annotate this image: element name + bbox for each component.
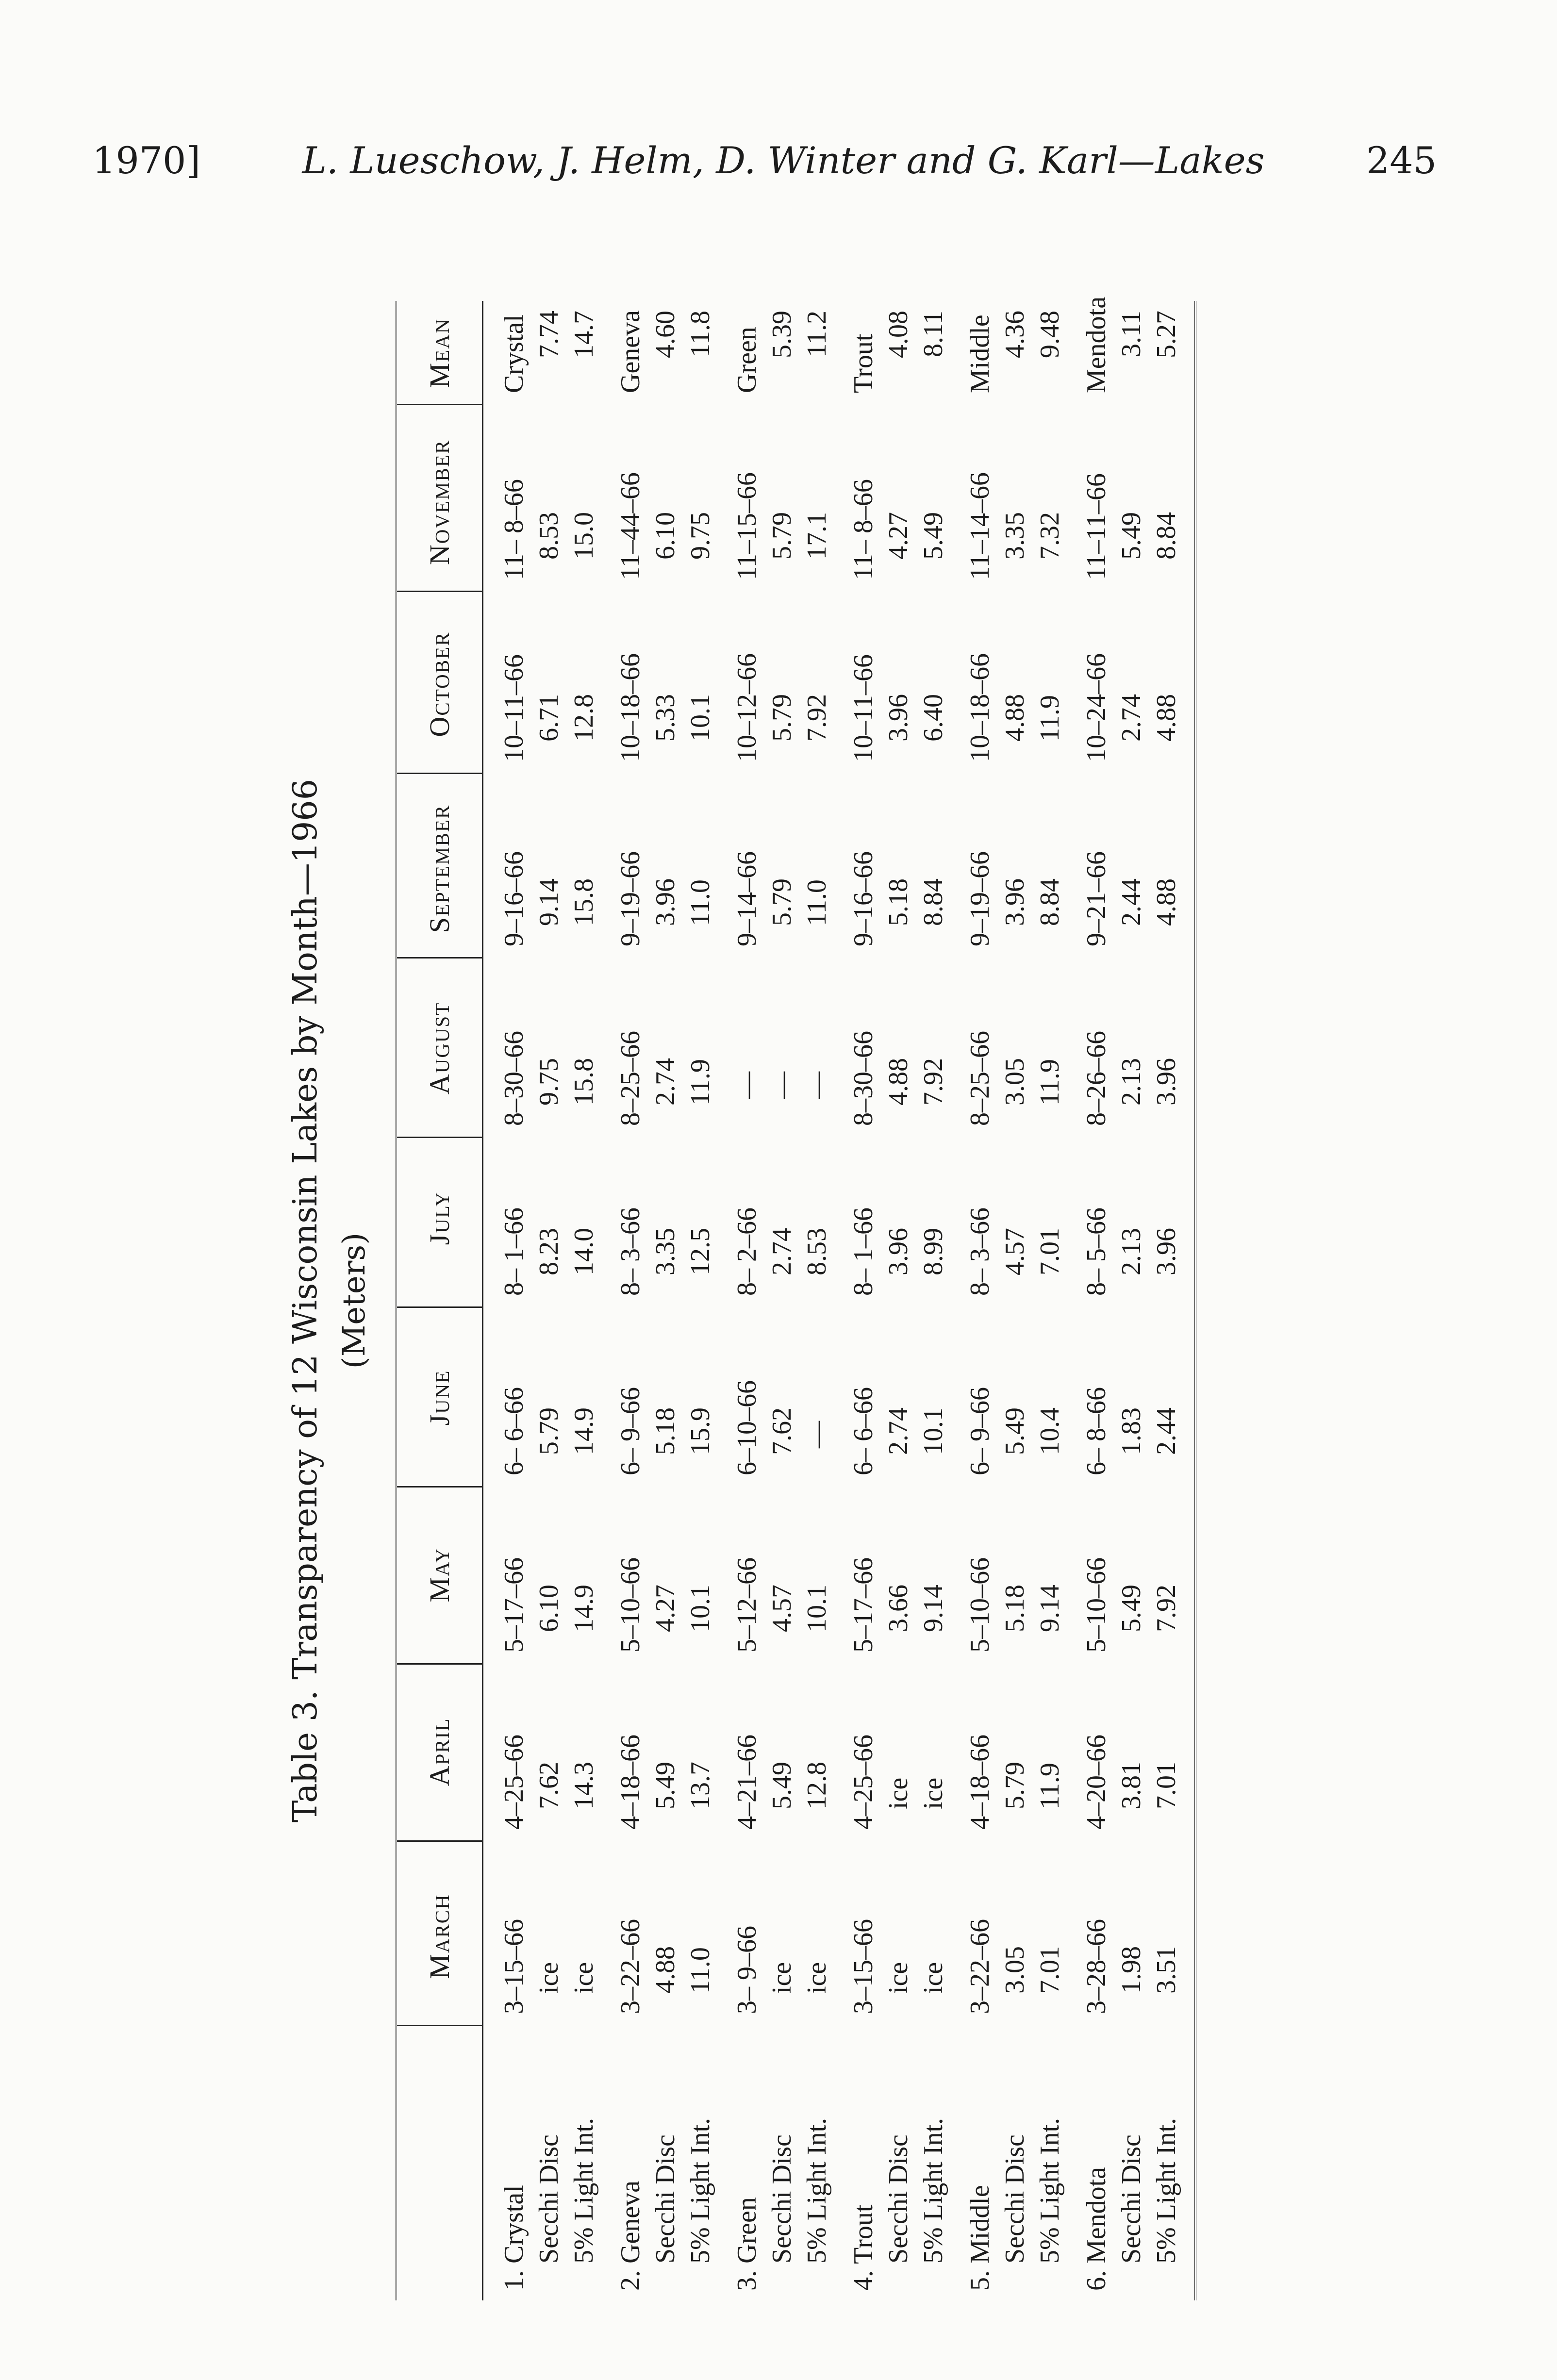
lake-group: [613, 301, 729, 2300]
column-header-july: July: [424, 1191, 455, 1245]
secchi-disc-label: Secchi Disc: [767, 2134, 797, 2291]
month-cell-november: [497, 479, 601, 580]
month-cell-august: [1079, 1031, 1184, 1126]
month-cell-may: [962, 1557, 1067, 1653]
secchi-value: 6.71: [534, 694, 564, 762]
caption-unit: (Meters): [336, 1232, 372, 1369]
month-cell-april: [846, 1735, 951, 1830]
light-int-value: 3.96: [1151, 1058, 1181, 1126]
light-int-value: 10.4: [1035, 1407, 1065, 1475]
mean-lake-name: Crystal: [499, 314, 529, 393]
month-cell-october: [613, 653, 718, 762]
lake-group: [846, 301, 962, 2300]
sample-date: 11–11–66: [1081, 473, 1111, 580]
secchi-value: 5.79: [534, 1407, 564, 1475]
month-cell-april: [497, 1735, 601, 1830]
lake-group: [1079, 296, 1195, 2300]
sample-date: 4–18–66: [965, 1735, 995, 1830]
mean-lake-name: Geneva: [615, 310, 646, 393]
sample-date: 3– 9–66: [732, 1926, 762, 2014]
light-int-value: 7.01: [1035, 1946, 1065, 2014]
secchi-value: 5.79: [767, 694, 797, 762]
light-int-value: 2.44: [1151, 1407, 1181, 1475]
light-intensity-label: 5% Light Int.: [1151, 2117, 1181, 2291]
lake-name: 3. Green: [732, 2197, 762, 2291]
secchi-value: 3.35: [1000, 512, 1030, 580]
light-int-value: 7.92: [802, 694, 832, 762]
light-int-value: 5.49: [918, 512, 948, 580]
sample-date: 5–10–66: [615, 1557, 646, 1653]
sample-date: 4–25–66: [499, 1735, 529, 1830]
mean-light-int: 5.27: [1151, 311, 1181, 358]
sample-date: 8– 5–66: [1081, 1207, 1111, 1296]
transparency-table: [396, 296, 1196, 2300]
secchi-value: 5.18: [1000, 1585, 1030, 1653]
month-cell-august: [613, 1031, 718, 1126]
lake-name: 6. Mendota: [1081, 2166, 1111, 2291]
sample-date: —: [732, 1072, 762, 1126]
sample-date: 5–12–66: [732, 1557, 762, 1653]
mean-cell: [497, 311, 601, 393]
sample-date: 9–16–66: [848, 851, 878, 946]
secchi-value: 7.62: [767, 1407, 797, 1475]
secchi-value: 4.88: [650, 1946, 680, 2014]
secchi-value: 4.27: [883, 512, 913, 580]
month-cell-october: [1079, 653, 1184, 762]
light-int-value: 11.9: [685, 1059, 715, 1126]
month-cell-june: [1079, 1387, 1184, 1475]
sample-date: 3–15–66: [499, 1919, 529, 2014]
sample-date: 6– 9–66: [965, 1387, 995, 1475]
mean-light-int: 8.11: [918, 311, 948, 357]
column-header-april: April: [424, 1718, 455, 1786]
secchi-value: 2.74: [883, 1407, 913, 1475]
secchi-value: ice: [767, 1962, 797, 2014]
month-cell-november: [1079, 473, 1184, 580]
header-authors-title: L. Lueschow, J. Helm, D. Winter and G. Karl—Lakes: [302, 138, 1265, 182]
sample-date: 9–21–66: [1081, 851, 1111, 946]
light-int-value: 11.9: [1035, 1763, 1065, 1830]
sample-date: 8–30–66: [848, 1031, 878, 1126]
running-header: [92, 131, 1437, 189]
light-int-value: 10.1: [918, 1407, 948, 1475]
sample-date: 8–25–66: [615, 1031, 646, 1126]
secchi-value: 4.88: [883, 1058, 913, 1126]
secchi-value: 3.35: [650, 1228, 680, 1296]
secchi-value: 6.10: [650, 512, 680, 580]
mean-light-int: 14.7: [569, 311, 599, 358]
light-int-value: 10.1: [685, 1585, 715, 1653]
lake-name: 1. Crystal: [499, 2185, 529, 2291]
month-cell-november: [729, 472, 834, 580]
secchi-value: 5.33: [650, 694, 680, 762]
sample-date: 3–15–66: [848, 1919, 878, 2014]
light-int-value: 14.9: [569, 1407, 599, 1475]
light-int-value: 10.1: [802, 1585, 832, 1653]
sample-date: 10–18–66: [965, 653, 995, 762]
secchi-value: ice: [883, 1962, 913, 2014]
mean-cell: [962, 311, 1067, 393]
secchi-disc-label: Secchi Disc: [534, 2134, 564, 2291]
mean-light-int: 9.48: [1035, 311, 1065, 358]
light-intensity-label: 5% Light Int.: [1035, 2117, 1065, 2291]
month-cell-july: [729, 1207, 834, 1296]
sample-date: 6– 9–66: [615, 1387, 646, 1475]
secchi-value: —: [767, 1072, 797, 1126]
sample-date: 10–11–66: [499, 654, 529, 762]
month-cell-may: [1079, 1557, 1184, 1653]
secchi-value: 5.79: [767, 512, 797, 580]
table-caption: [282, 301, 379, 2300]
lake-group: [729, 301, 846, 2300]
month-cell-march: [846, 1919, 951, 2014]
month-cell-july: [1079, 1207, 1184, 1296]
light-int-value: 4.88: [1151, 878, 1181, 946]
column-header-september: September: [424, 804, 455, 933]
lake-row-labels: [1079, 2118, 1184, 2291]
sample-date: 8– 2–66: [732, 1207, 762, 1296]
secchi-value: 5.49: [1116, 512, 1146, 580]
mean-lake-name: Trout: [848, 333, 878, 393]
light-int-value: 12.8: [802, 1762, 832, 1830]
secchi-value: 3.96: [1000, 878, 1030, 946]
light-int-value: 17.1: [802, 512, 832, 580]
column-header-november: November: [424, 439, 455, 565]
month-cell-june: [962, 1387, 1067, 1475]
secchi-value: 5.49: [1116, 1585, 1146, 1653]
secchi-value: 9.14: [534, 878, 564, 946]
light-int-value: 9.75: [685, 512, 715, 580]
secchi-value: 2.74: [1116, 694, 1146, 762]
month-cell-july: [962, 1207, 1067, 1296]
secchi-disc-label: Secchi Disc: [1000, 2134, 1030, 2291]
month-cell-april: [613, 1735, 718, 1830]
secchi-value: 5.79: [1000, 1762, 1030, 1830]
month-cell-april: [1079, 1735, 1184, 1830]
light-int-value: ice: [802, 1962, 832, 2014]
light-int-value: 9.14: [1035, 1585, 1065, 1653]
month-cell-may: [846, 1557, 951, 1653]
column-header-march: March: [424, 1894, 455, 1979]
caption-title-line: [282, 301, 330, 2300]
secchi-value: 3.05: [1000, 1946, 1030, 2014]
light-int-value: 4.88: [1151, 694, 1181, 762]
lake-row-labels: [497, 2118, 601, 2291]
mean-lake-name: Green: [732, 327, 762, 393]
sample-date: 8–30–66: [499, 1031, 529, 1126]
month-cell-september: [1079, 851, 1184, 946]
light-int-value: 8.53: [802, 1228, 832, 1296]
light-int-value: 7.32: [1035, 512, 1065, 580]
secchi-value: 2.13: [1116, 1228, 1146, 1296]
month-cell-september: [962, 851, 1067, 946]
light-int-value: 15.8: [569, 1058, 599, 1126]
mean-lake-name: Mendota: [1081, 296, 1111, 393]
secchi-value: 3.66: [883, 1585, 913, 1653]
month-cell-may: [497, 1557, 601, 1653]
light-int-value: 7.01: [1151, 1762, 1181, 1830]
light-int-value: 8.84: [1151, 512, 1181, 580]
month-cell-april: [962, 1735, 1067, 1830]
secchi-value: 5.49: [767, 1762, 797, 1830]
secchi-value: 3.81: [1116, 1762, 1146, 1830]
secchi-value: 5.18: [650, 1407, 680, 1475]
month-cell-august: [962, 1031, 1067, 1126]
column-header-august: August: [424, 1002, 455, 1095]
light-int-value: 8.99: [918, 1228, 948, 1296]
month-cell-july: [613, 1207, 718, 1296]
secchi-value: 9.75: [534, 1058, 564, 1126]
month-cell-august: [497, 1031, 601, 1126]
secchi-value: 5.18: [883, 878, 913, 946]
sample-date: 4–25–66: [848, 1735, 878, 1830]
sample-date: 4–21–66: [732, 1735, 762, 1830]
sample-date: 4–18–66: [615, 1735, 646, 1830]
secchi-value: 2.13: [1116, 1058, 1146, 1126]
month-cell-may: [613, 1557, 718, 1653]
month-cell-october: [846, 654, 951, 762]
secchi-value: 5.49: [650, 1762, 680, 1830]
secchi-value: 8.23: [534, 1228, 564, 1296]
secchi-value: 3.96: [883, 1228, 913, 1296]
secchi-value: 5.49: [1000, 1407, 1030, 1475]
lake-row-labels: [729, 2118, 834, 2291]
light-int-value: 14.0: [569, 1228, 599, 1296]
lake-group: [497, 301, 613, 2300]
light-int-value: ice: [569, 1962, 599, 2014]
sample-date: 5–17–66: [499, 1557, 529, 1653]
mean-cell: [613, 310, 718, 393]
mean-light-int: 11.8: [685, 311, 715, 357]
caption-title: Transparency of 12 Wisconsin Lakes by Month—1966: [286, 779, 325, 1680]
month-cell-october: [497, 654, 601, 762]
rotated-table-block: [282, 296, 1204, 2300]
light-int-value: —: [802, 1421, 832, 1475]
month-cell-september: [846, 851, 951, 946]
sample-date: 8–26–66: [1081, 1031, 1111, 1126]
header-page-number: 245: [1366, 138, 1437, 182]
sample-date: 8– 1–66: [848, 1207, 878, 1296]
month-cell-july: [846, 1207, 951, 1296]
month-cell-june: [729, 1380, 834, 1475]
mean-cell: [729, 311, 834, 393]
sample-date: 9–16–66: [499, 851, 529, 946]
column-header-may: May: [424, 1547, 455, 1603]
light-int-value: 11.9: [1035, 1059, 1065, 1126]
month-cell-march: [729, 1926, 834, 2014]
secchi-value: 1.83: [1116, 1407, 1146, 1475]
lake-name: 5. Middle: [965, 2185, 995, 2291]
month-cell-april: [729, 1735, 834, 1830]
month-cell-october: [729, 653, 834, 762]
light-int-value: 9.14: [918, 1585, 948, 1653]
sample-date: 11–44–66: [615, 472, 646, 580]
sample-date: 11–15–66: [732, 472, 762, 580]
light-int-value: 15.0: [569, 512, 599, 580]
light-int-value: 11.0: [802, 879, 832, 946]
light-int-value: 11.9: [1035, 695, 1065, 762]
secchi-value: 5.79: [767, 878, 797, 946]
sample-date: 10–18–66: [615, 653, 646, 762]
light-int-value: 11.0: [685, 879, 715, 946]
sample-date: 10–11–66: [848, 654, 878, 762]
sample-date: 5–10–66: [965, 1557, 995, 1653]
sample-date: 8– 3–66: [615, 1207, 646, 1296]
secchi-disc-label: Secchi Disc: [1116, 2134, 1146, 2291]
secchi-value: 1.98: [1116, 1946, 1146, 2014]
secchi-value: 6.10: [534, 1585, 564, 1653]
month-cell-september: [497, 851, 601, 946]
secchi-value: 3.05: [1000, 1058, 1030, 1126]
secchi-value: 2.74: [650, 1058, 680, 1126]
secchi-disc-label: Secchi Disc: [883, 2134, 913, 2291]
caption-label: Table 3.: [286, 1690, 325, 1822]
lake-name: 2. Geneva: [615, 2180, 646, 2291]
light-int-value: 10.1: [685, 694, 715, 762]
secchi-value: 8.53: [534, 512, 564, 580]
month-cell-october: [962, 653, 1067, 762]
secchi-value: 4.57: [1000, 1228, 1030, 1296]
secchi-value: 4.57: [767, 1585, 797, 1653]
sample-date: 4–20–66: [1081, 1735, 1111, 1830]
sample-date: 10–24–66: [1081, 653, 1111, 762]
month-cell-june: [497, 1387, 601, 1475]
light-int-value: —: [802, 1072, 832, 1126]
light-int-value: 15.9: [685, 1407, 715, 1475]
sample-date: 6– 6–66: [848, 1387, 878, 1475]
column-header-mean: Mean: [424, 318, 455, 388]
sample-date: 8– 1–66: [499, 1207, 529, 1296]
column-header-june: June: [424, 1370, 455, 1426]
lake-group: [962, 301, 1079, 2300]
lake-name: 4. Trout: [848, 2204, 878, 2291]
month-cell-november: [846, 479, 951, 580]
sample-date: 8– 3–66: [965, 1207, 995, 1296]
secchi-value: 2.74: [767, 1228, 797, 1296]
mean-lake-name: Middle: [965, 314, 995, 393]
sample-date: 9–19–66: [965, 851, 995, 946]
mean-light-int: 11.2: [802, 311, 832, 357]
mean-secchi: 4.36: [1000, 311, 1030, 358]
lake-row-labels: [846, 2118, 951, 2291]
light-intensity-label: 5% Light Int.: [802, 2117, 832, 2291]
light-int-value: 8.84: [1035, 878, 1065, 946]
mean-secchi: 3.11: [1116, 311, 1146, 357]
mean-secchi: 7.74: [534, 311, 564, 358]
light-int-value: 7.92: [1151, 1585, 1181, 1653]
mean-secchi: 4.60: [650, 311, 680, 358]
month-cell-september: [613, 851, 718, 946]
secchi-value: 4.27: [650, 1585, 680, 1653]
lake-row-labels: [962, 2118, 1067, 2291]
month-cell-march: [1079, 1919, 1184, 2014]
sample-date: 6– 8–66: [1081, 1387, 1111, 1475]
light-int-value: 7.92: [918, 1058, 948, 1126]
month-cell-september: [729, 851, 834, 946]
secchi-value: ice: [883, 1777, 913, 1830]
sample-date: 5–17–66: [848, 1557, 878, 1653]
table-header-row: [397, 301, 483, 2300]
light-int-value: 6.40: [918, 694, 948, 762]
mean-secchi: 5.39: [767, 311, 797, 358]
light-int-value: ice: [918, 1777, 948, 1830]
mean-cell: [1079, 297, 1184, 393]
header-year: 1970]: [92, 138, 201, 182]
sample-date: 3–22–66: [615, 1919, 646, 2014]
month-cell-march: [613, 1919, 718, 2014]
sample-date: 5–10–66: [1081, 1557, 1111, 1653]
mean-cell: [846, 311, 951, 393]
sample-date: 6–10–66: [732, 1380, 762, 1475]
mean-secchi: 4.08: [883, 311, 913, 358]
light-intensity-label: 5% Light Int.: [569, 2117, 599, 2291]
sample-date: 11– 8–66: [499, 479, 529, 580]
sample-date: 9–14–66: [732, 851, 762, 946]
sample-date: 6– 6–66: [499, 1387, 529, 1475]
month-cell-may: [729, 1557, 834, 1653]
light-int-value: 12.8: [569, 694, 599, 762]
lake-row-labels: [613, 2118, 718, 2291]
light-intensity-label: 5% Light Int.: [685, 2117, 715, 2291]
secchi-value: 7.62: [534, 1762, 564, 1830]
month-cell-june: [613, 1387, 718, 1475]
column-header-october: October: [424, 631, 455, 737]
month-cell-march: [497, 1919, 601, 2014]
secchi-value: 4.88: [1000, 694, 1030, 762]
light-int-value: 14.3: [569, 1762, 599, 1830]
month-cell-november: [962, 472, 1067, 580]
light-int-value: 13.7: [685, 1762, 715, 1830]
sample-date: 8–25–66: [965, 1031, 995, 1126]
month-cell-march: [962, 1919, 1067, 2014]
month-cell-november: [613, 472, 718, 580]
secchi-value: ice: [534, 1962, 564, 2014]
month-cell-august: [729, 1072, 834, 1126]
month-cell-june: [846, 1387, 951, 1475]
secchi-value: 3.96: [650, 878, 680, 946]
sample-date: 11–14–66: [965, 472, 995, 580]
secchi-value: 2.44: [1116, 878, 1146, 946]
light-intensity-label: 5% Light Int.: [918, 2117, 948, 2291]
light-int-value: 12.5: [685, 1228, 715, 1296]
sample-date: 3–28–66: [1081, 1919, 1111, 2014]
sample-date: 3–22–66: [965, 1919, 995, 2014]
light-int-value: 11.0: [685, 1947, 715, 2014]
light-int-value: 15.8: [569, 878, 599, 946]
light-int-value: 7.01: [1035, 1228, 1065, 1296]
sample-date: 10–12–66: [732, 653, 762, 762]
secchi-disc-label: Secchi Disc: [650, 2134, 680, 2291]
light-int-value: 3.96: [1151, 1228, 1181, 1296]
sample-date: 11– 8–66: [848, 479, 878, 580]
light-int-value: ice: [918, 1962, 948, 2014]
light-int-value: 3.51: [1151, 1946, 1181, 2014]
light-int-value: 8.84: [918, 878, 948, 946]
secchi-value: 3.96: [883, 694, 913, 762]
light-int-value: 14.9: [569, 1585, 599, 1653]
month-cell-august: [846, 1031, 951, 1126]
month-cell-july: [497, 1207, 601, 1296]
sample-date: 9–19–66: [615, 851, 646, 946]
